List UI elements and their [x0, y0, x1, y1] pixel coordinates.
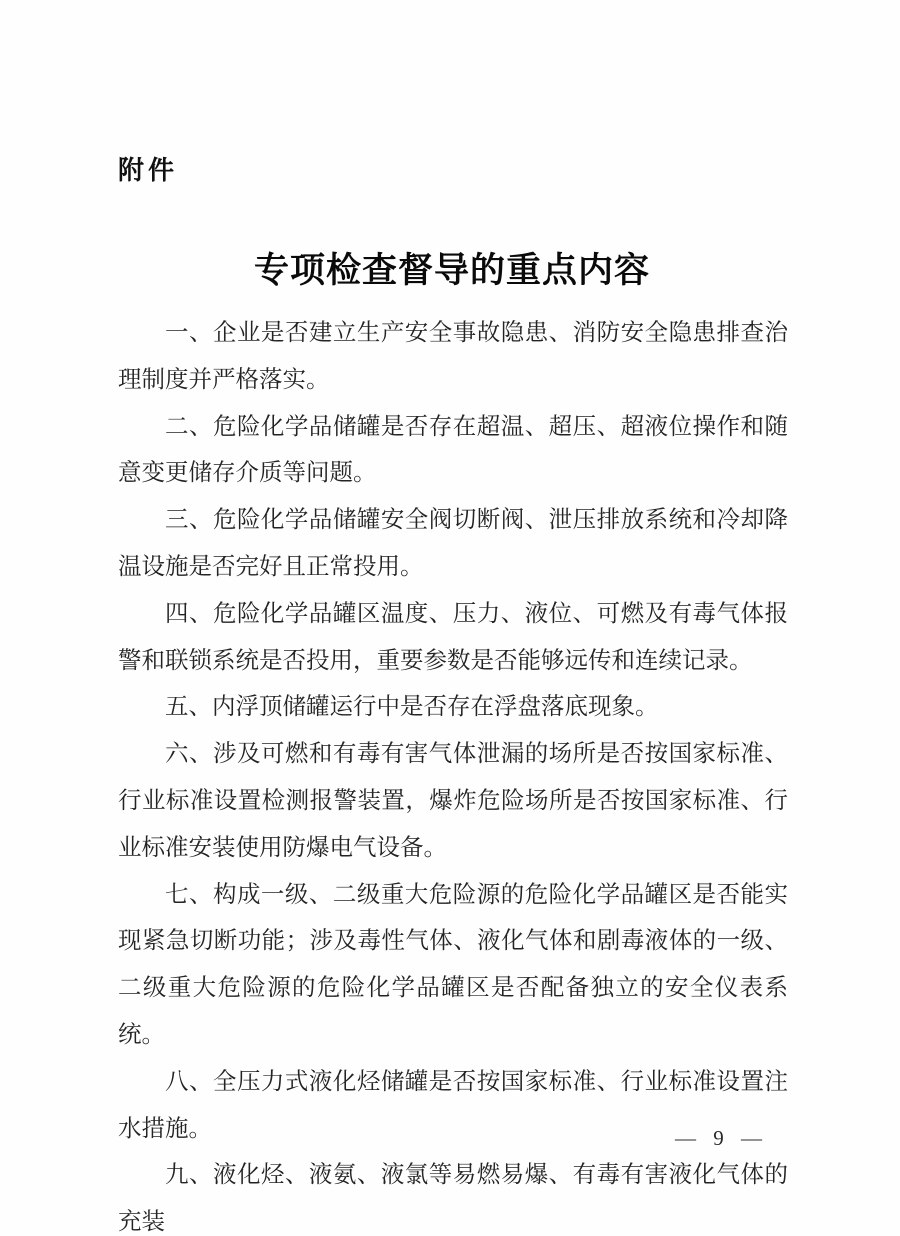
page-number: — 9 —: [675, 1126, 768, 1150]
attachment-label: 附件: [118, 155, 179, 185]
document-body: [118, 310, 788, 1236]
paragraph-3: 三、危险化学品储罐安全阀切断阀、泄压排放系统和冷却降温设施是否完好且正常投用。: [118, 507, 788, 580]
paragraph-8: 八、全压力式液化烃储罐是否按国家标准、行业标准设置注水措施。: [118, 1068, 788, 1142]
paragraph-4: 四、危险化学品罐区温度、压力、液位、可燃及有毒气体报警和联锁系统是否投用，重要参数是否能够远传和连续记录。: [118, 600, 788, 674]
paragraph-2: 二、危险化学品储罐是否存在超温、超压、超液位操作和随意变更储存介质等问题。: [118, 413, 788, 487]
paragraph-5: 五、内浮顶储罐运行中是否存在浮盘落底现象。: [165, 694, 659, 721]
document-title: 专项检查督导的重点内容: [253, 251, 650, 290]
paragraph-9: 九、液化烃、液氨、液氯等易燃易爆、有毒有害液化气体的充装: [118, 1162, 788, 1236]
paragraph-1: 一、企业是否建立生产安全事故隐患、消防安全隐患排查治理制度并严格落实。: [118, 320, 788, 393]
paragraph-7: 七、构成一级、二级重大危险源的危险化学品罐区是否能实现紧急切断功能；涉及毒性气体、液化气体和剧毒液体的一级、二级重大危险源的危险化学品罐区是否配备独立的安全仪表系统。: [118, 881, 788, 1048]
paragraph-6: 六、涉及可燃和有毒有害气体泄漏的场所是否按国家标准、行业标准设置检测报警装置，爆炸危险场所是否按国家标准、行业标准安装使用防爆电气设备。: [118, 741, 788, 861]
